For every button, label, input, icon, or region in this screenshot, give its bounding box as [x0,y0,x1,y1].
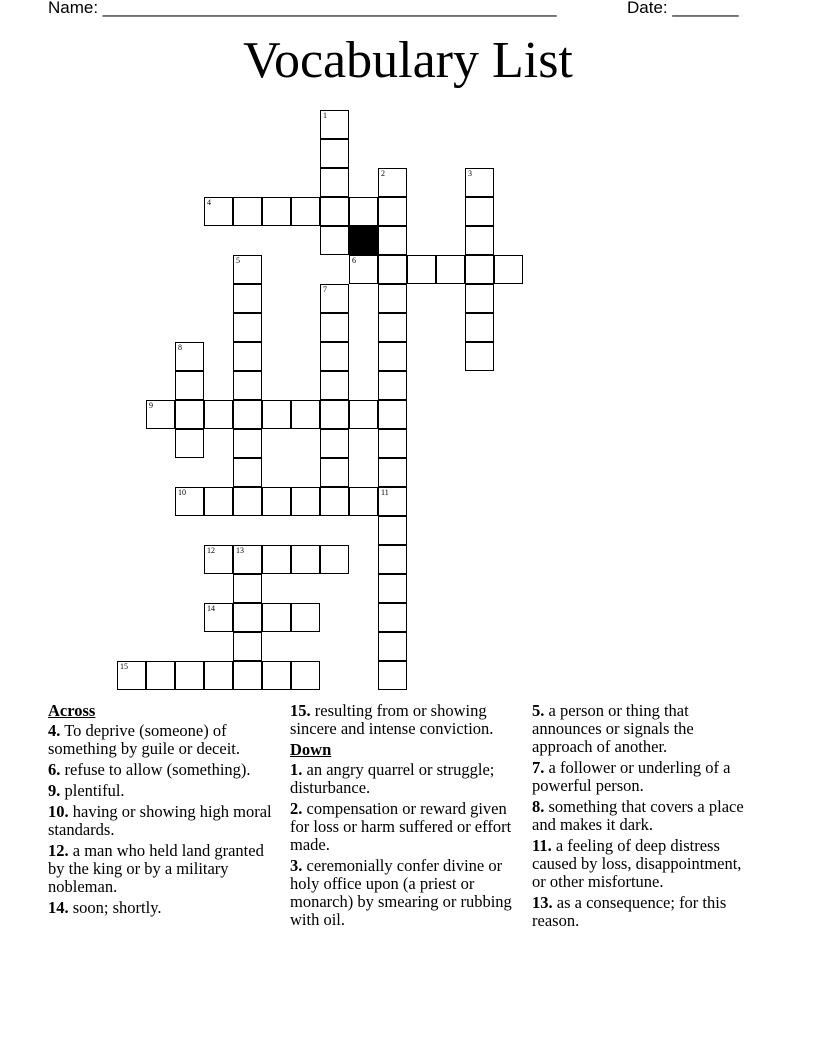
clue-across-9: 9. plentiful. [48,781,125,800]
grid-cell[interactable] [175,400,204,429]
cell-number: 2 [381,169,385,178]
clue-across-4: 4. To deprive (someone) of something by guile or deceit. [48,721,240,758]
grid-cell[interactable] [320,226,349,255]
grid-cell[interactable] [320,139,349,168]
grid-cell[interactable] [175,487,204,516]
cell-number: 11 [381,488,389,497]
grid-cell[interactable] [233,487,262,516]
grid-cell[interactable] [378,197,407,226]
cell-number: 5 [236,256,240,265]
clue-down-1: 1. an angry quarrel or struggle; disturbance. [290,760,495,797]
grid-cell[interactable] [320,284,349,313]
grid-cell[interactable] [378,400,407,429]
grid-cell[interactable] [291,661,320,690]
grid-cell[interactable] [378,429,407,458]
cell-number: 3 [468,169,472,178]
across-heading: Across [48,701,96,720]
grid-cell[interactable] [291,487,320,516]
cell-number: 1 [323,111,327,120]
cell-number: 9 [149,401,153,410]
grid-cell[interactable] [291,400,320,429]
grid-cell[interactable] [320,371,349,400]
grid-cell[interactable] [204,661,233,690]
clue-across-14: 14. soon; shortly. [48,898,162,917]
grid-cell[interactable] [233,603,262,632]
grid-cell[interactable] [233,458,262,487]
clue-across-10: 10. having or showing high moral standards. [48,802,272,839]
grid-cell[interactable] [146,400,175,429]
grid-cell[interactable] [320,400,349,429]
clue-across-15: 15. resulting from or showing sincere and intense conviction. [290,701,494,738]
cell-number: 8 [178,343,182,352]
grid-cell[interactable] [465,342,494,371]
grid-cell[interactable] [320,168,349,197]
grid-cell[interactable] [262,603,291,632]
grid-cell[interactable] [378,516,407,545]
grid-cell[interactable] [175,661,204,690]
clue-down-5: 5. a person or thing that announces or signals the approach of another. [532,701,694,756]
grid-cell[interactable] [320,313,349,342]
grid-cell[interactable] [378,574,407,603]
grid-cell[interactable] [233,371,262,400]
grid-cell[interactable] [146,661,175,690]
grid-cell[interactable] [175,342,204,371]
grid-cell[interactable] [262,197,291,226]
clue-down-3: 3. ceremonially confer divine or holy office upon (a priest or monarch) by smearing or rubbing with oil. [290,856,512,929]
grid-cell[interactable] [233,313,262,342]
grid-cell[interactable] [465,168,494,197]
grid-cell[interactable] [175,371,204,400]
grid-cell[interactable] [378,313,407,342]
grid-cell[interactable] [494,255,523,284]
grid-cell[interactable] [378,342,407,371]
grid-cell[interactable] [378,632,407,661]
grid-cell[interactable] [378,603,407,632]
grid-cell[interactable] [465,197,494,226]
cell-number: 4 [207,198,211,207]
grid-cell[interactable] [349,197,378,226]
grid-cell[interactable] [349,400,378,429]
grid-cell[interactable] [233,400,262,429]
date-field: Date: _______ [627,0,739,17]
grid-cell[interactable] [117,661,146,690]
grid-cell[interactable] [204,400,233,429]
grid-cell[interactable] [262,400,291,429]
grid-cell[interactable] [407,255,436,284]
clues-column-3 [532,702,757,933]
grid-cell[interactable] [320,545,349,574]
clue-down-13: 13. as a consequence; for this reason. [532,893,727,930]
grid-cell[interactable] [233,197,262,226]
cell-number: 7 [323,285,327,294]
grid-cell[interactable] [233,632,262,661]
grid-cell[interactable] [378,458,407,487]
clue-down-11: 11. a feeling of deep distress caused by loss, disappointment, or other misfortune. [532,836,742,891]
grid-cell[interactable] [262,545,291,574]
grid-cell[interactable] [320,197,349,226]
cell-number: 15 [120,662,128,671]
grid-cell[interactable] [465,255,494,284]
grid-cell[interactable] [320,458,349,487]
grid-cell[interactable] [378,226,407,255]
clue-across-12: 12. a man who held land granted by the king or by a military nobleman. [48,841,264,896]
clue-down-7: 7. a follower or underling of a powerful person. [532,758,731,795]
cell-number: 10 [178,488,186,497]
grid-cell[interactable] [291,545,320,574]
grid-cell[interactable] [204,197,233,226]
grid-cell[interactable] [378,487,407,516]
clue-down-2: 2. compensation or reward given for loss or harm suffered or effort made. [290,799,512,854]
grid-cell[interactable] [465,313,494,342]
cell-number: 6 [352,256,356,265]
grid-cell[interactable] [262,487,291,516]
grid-cell[interactable] [320,110,349,139]
grid-cell[interactable] [204,545,233,574]
grid-cell[interactable] [320,342,349,371]
grid-cell[interactable] [378,255,407,284]
grid-cell[interactable] [291,197,320,226]
cell-number: 13 [236,546,244,555]
clues-column-1 [48,702,273,920]
grid-cell[interactable] [291,603,320,632]
grid-cell[interactable] [465,284,494,313]
grid-cell[interactable] [378,371,407,400]
grid-cell[interactable] [262,661,291,690]
grid-cell[interactable] [349,255,378,284]
grid-cell[interactable] [233,574,262,603]
grid-cell[interactable] [175,429,204,458]
grid-cell[interactable] [378,545,407,574]
grid-cell[interactable] [233,429,262,458]
grid-cell[interactable] [320,487,349,516]
page-title: Vocabulary List [243,32,573,89]
grid-cell[interactable] [233,545,262,574]
grid-cell[interactable] [204,603,233,632]
grid-cell[interactable] [378,661,407,690]
grid-cell[interactable] [233,342,262,371]
cell-number: 14 [207,604,215,613]
grid-cell[interactable] [233,255,262,284]
grid-cell[interactable] [378,168,407,197]
grid-cell[interactable] [233,284,262,313]
clues-column-2 [290,702,525,932]
cell-number: 12 [207,546,215,555]
grid-cell[interactable] [465,226,494,255]
grid-cell[interactable] [349,487,378,516]
down-heading: Down [290,740,332,759]
black-cell [349,226,378,255]
clue-down-8: 8. something that covers a place and makes it dark. [532,797,744,834]
grid-cell[interactable] [378,284,407,313]
clue-across-6: 6. refuse to allow (something). [48,760,251,779]
grid-cell[interactable] [436,255,465,284]
grid-cell[interactable] [233,661,262,690]
name-field: Name: ________________________________________________ [48,0,557,17]
grid-cell[interactable] [204,487,233,516]
grid-cell[interactable] [320,429,349,458]
